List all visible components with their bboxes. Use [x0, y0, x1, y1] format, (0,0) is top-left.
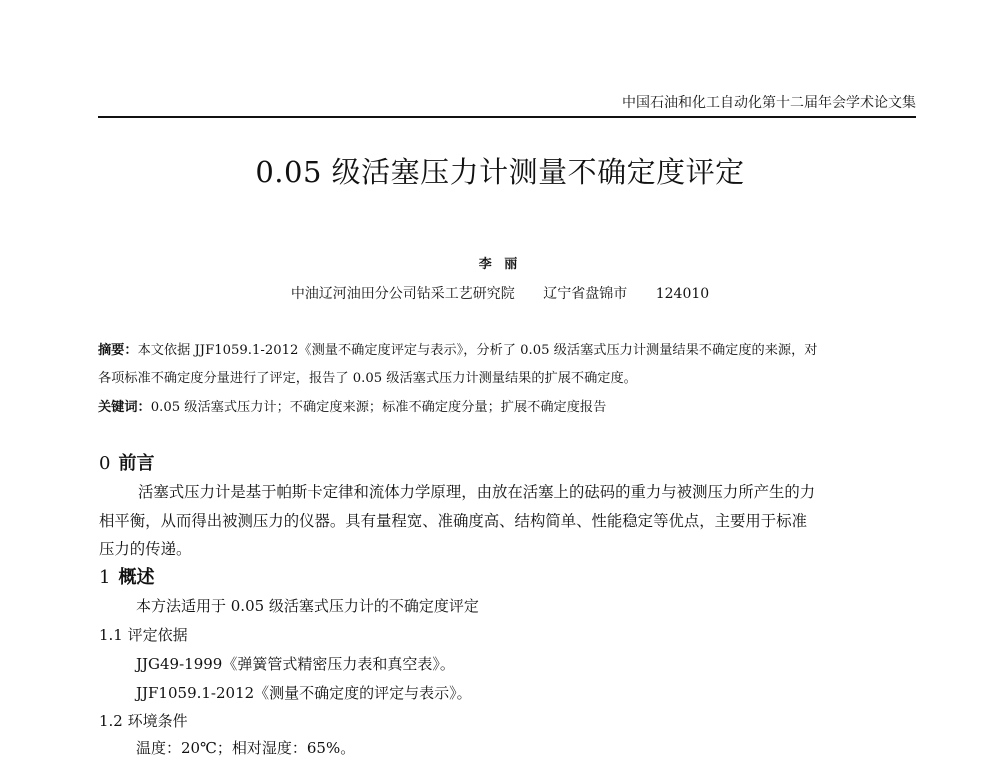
affiliation-postcode: 124010	[655, 286, 710, 302]
section-0-heading	[99, 449, 154, 475]
section-0-number: 0	[99, 453, 111, 474]
section-0-title: 前言	[118, 453, 155, 474]
section-1-2-title: 1.2 环境条件	[99, 712, 188, 730]
header-rule	[98, 116, 916, 118]
keywords-line	[98, 396, 918, 415]
affiliation-place: 辽宁省盘锦市	[543, 286, 628, 302]
paper-title: 0.05 级活塞压力计测量不确定度评定	[255, 155, 745, 189]
section-0-line-2: 相平衡，从而得出被测压力的仪器。具有量程宽、准确度高、结构简单、性能稳定等优点，主要用于标准	[99, 512, 807, 530]
reference-jjg49: JJG49-1999《弹簧管式精密压力表和真空表》。	[136, 655, 455, 673]
section-1-intro: 本方法适用于 0.05 级活塞式压力计的不确定度评定	[136, 597, 479, 615]
journal-header: 中国石油和化工自动化第十二届年会学术论文集	[622, 95, 916, 111]
section-1-heading	[99, 563, 154, 589]
affiliation	[0, 283, 1000, 303]
author-name: 李 丽	[478, 257, 522, 272]
affiliation-org: 中油辽河油田分公司钻采工艺研究院	[290, 286, 515, 302]
reference-jjf1059: JJF1059.1-2012《测量不确定度的评定与表示》。	[136, 684, 472, 702]
abstract-label: 摘要：	[98, 343, 138, 358]
section-1-1-title: 1.1 评定依据	[99, 626, 188, 644]
section-0-line-3: 压力的传递。	[99, 540, 192, 558]
abstract-line-2: 各项标准不确定度分量进行了评定，报告了 0.05 级活塞式压力计测量结果的扩展不确定度。	[98, 371, 637, 386]
section-1-number: 1	[99, 567, 111, 588]
section-1-title: 概述	[118, 567, 155, 588]
abstract-text-1: 本文依据 JJF1059.1-2012《测量不确定度评定与表示》，分析了 0.05 级活塞式压力计测量结果不确定度的来源，对	[137, 343, 818, 358]
keywords-label: 关键词：	[98, 400, 151, 415]
environment-conditions: 温度：20℃；相对湿度：65%。	[136, 739, 356, 757]
abstract-line-1	[98, 339, 918, 358]
section-0-line-1: 活塞式压力计是基于帕斯卡定律和流体力学原理，由放在活塞上的砝码的重力与被测压力所产生的力	[138, 483, 816, 501]
keywords-text: 0.05 级活塞式压力计；不确定度来源；标准不确定度分量；扩展不确定度报告	[150, 400, 607, 415]
